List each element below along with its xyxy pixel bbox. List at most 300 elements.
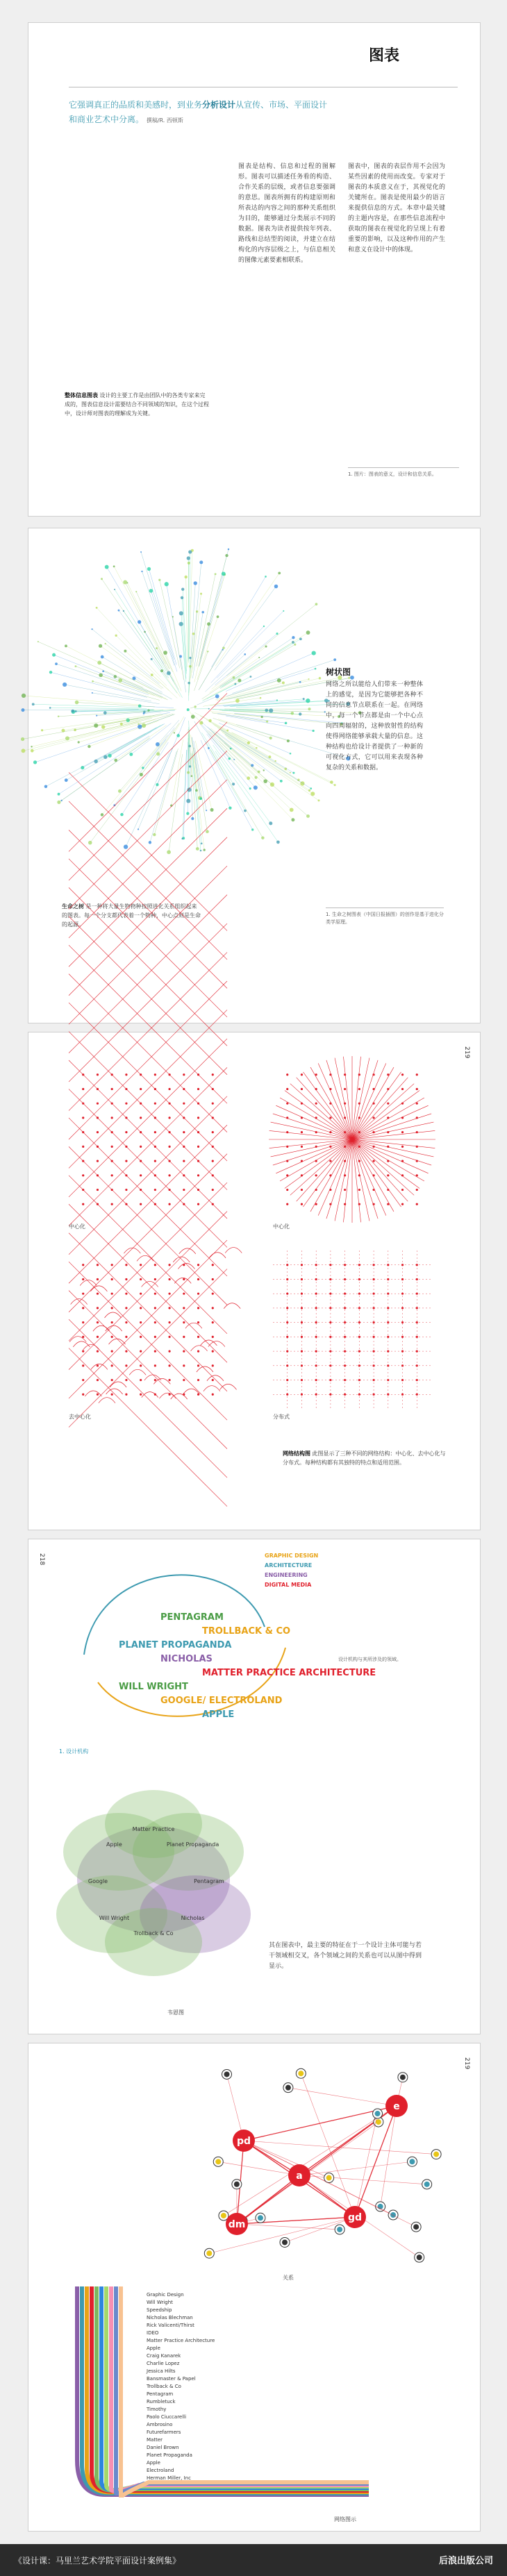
network-edge [154, 748, 178, 835]
grid-node [125, 1321, 127, 1323]
network-node [190, 775, 192, 777]
network-node [114, 759, 117, 762]
diagram-caption-4: 分布式 [273, 1414, 290, 1420]
grid-node [82, 1116, 84, 1119]
network-node [188, 745, 191, 748]
link [276, 1139, 352, 1173]
network-edge [223, 699, 304, 706]
link [71, 1299, 88, 1305]
network-node [265, 645, 267, 647]
grid-node [97, 1293, 99, 1295]
network-node [299, 637, 302, 640]
grid-node [183, 1278, 185, 1280]
link [276, 1105, 352, 1139]
network-node [278, 572, 281, 575]
network-node [191, 817, 194, 820]
network-edge [226, 669, 315, 696]
grid-node [154, 1103, 156, 1105]
section-heading: 树状图 [326, 667, 351, 677]
grid-node [168, 1264, 170, 1266]
network-node [58, 793, 60, 796]
network-node [206, 810, 207, 811]
network-node [187, 787, 191, 792]
node-core [376, 2119, 381, 2125]
grid-node [301, 1088, 303, 1090]
network-node [250, 676, 252, 678]
grid-node [111, 1336, 113, 1338]
link [297, 1139, 352, 1201]
node-core [206, 2250, 212, 2256]
network-node [194, 705, 197, 708]
cloud-word: PLANET PROPAGANDA [119, 1640, 232, 1650]
figure-caption-1: 1. 设计机构 [59, 1748, 89, 1755]
caption-title: 整体信息图表 [65, 392, 98, 399]
network-edge [189, 658, 190, 693]
grid-node [197, 1116, 199, 1119]
grid-node [344, 1073, 346, 1076]
network-node [244, 653, 246, 655]
edge [218, 2161, 299, 2175]
grid-node [140, 1088, 142, 1090]
network-edge [224, 633, 308, 685]
link [273, 1114, 352, 1139]
grid-node [97, 1189, 99, 1191]
grid-node [416, 1131, 418, 1133]
grid-node [168, 1174, 170, 1176]
network-node [99, 674, 103, 678]
grid-node [183, 1189, 185, 1191]
grid-node [401, 1146, 404, 1148]
link [69, 1096, 227, 1255]
cloud-word: GOOGLE/ ELECTROLAND [160, 1696, 283, 1706]
node-core [400, 2075, 406, 2080]
grid-node [197, 1146, 199, 1148]
grid-node [154, 1336, 156, 1338]
venn-label: Pentagram [194, 1878, 224, 1884]
network-edge [233, 711, 339, 716]
network-node [123, 610, 124, 612]
network-node [189, 657, 191, 659]
network-node [282, 681, 285, 684]
cloud-word: APPLE [202, 1709, 235, 1720]
network-edge [131, 724, 172, 755]
hub-label: dm [228, 2219, 246, 2230]
link [224, 1303, 240, 1309]
grid-node [416, 1189, 418, 1191]
network-node [232, 783, 235, 785]
network-node [315, 668, 317, 670]
grid-node [82, 1336, 84, 1338]
network-node [33, 760, 37, 764]
name-label: Paolo Ciuccarelli [147, 2414, 187, 2420]
link [273, 1139, 352, 1165]
network-node [142, 767, 144, 769]
name-label: Matter Practice Architecture [147, 2338, 215, 2343]
grid-node [372, 1160, 374, 1162]
network-node [292, 772, 294, 774]
network-edge [114, 567, 166, 664]
grid-node [97, 1379, 99, 1381]
grid-node [97, 1264, 99, 1266]
network-node [222, 571, 226, 576]
name-label: Rumbletuck [147, 2399, 176, 2404]
network-edge [199, 574, 224, 666]
body-column-right: 图表中，图表的表层作用不会因为某些因素的使用而改变。专家对于图表的本质意义在于，其视觉化的关键所在。图表是使用最少的语言来提供信息的方式。本章中最关键的主题内容是，在那些信息流程中获取的图表在视觉化的呈现上有着重要的影响，以及这种作用的产生和意义在设计中的体现。 [348, 163, 445, 253]
network-node [124, 650, 126, 653]
grid-node [125, 1307, 127, 1309]
footnote: 1. 图片：图表的意义，设计和信息关系。 [348, 467, 459, 478]
grid-node [168, 1146, 170, 1148]
network-node [310, 787, 312, 789]
grid-node [197, 1088, 199, 1090]
page-spread-5 [28, 2043, 481, 2532]
network-node [118, 678, 122, 683]
name-label: Ambrosino [147, 2422, 173, 2427]
network-node [187, 556, 190, 560]
grid-node [212, 1264, 214, 1266]
link [352, 1060, 378, 1139]
network-edge [197, 574, 215, 667]
network-node [149, 841, 151, 844]
grid-node [97, 1394, 99, 1396]
grid-node [125, 1160, 127, 1162]
cloud-word: NICHOLAS [160, 1654, 213, 1664]
network-node [215, 694, 219, 699]
grid-node [97, 1131, 99, 1133]
grid-node [125, 1103, 127, 1105]
network-node [276, 699, 278, 701]
network-node [179, 611, 183, 615]
node-core [224, 2071, 230, 2077]
link [326, 1060, 352, 1139]
edge [237, 2217, 355, 2224]
network-edge [215, 751, 279, 842]
grid-node [183, 1321, 185, 1323]
link [69, 1032, 227, 1190]
venn-label: Will Wright [99, 1915, 130, 1922]
diagram-caption-2: 中心化 [273, 1223, 290, 1230]
network-node [299, 681, 301, 683]
network-node [287, 739, 290, 742]
grid-node [344, 1203, 346, 1205]
grid-node [140, 1278, 142, 1280]
grid-node [286, 1189, 288, 1191]
network-node [265, 576, 267, 578]
edge [244, 2141, 436, 2155]
grid-node [82, 1146, 84, 1148]
grid-node [154, 1321, 156, 1323]
edge [224, 2106, 397, 2216]
network-node [238, 678, 241, 682]
grid-node [197, 1278, 199, 1280]
grid-node [168, 1364, 170, 1366]
network-edge [173, 617, 184, 680]
network-node [317, 799, 319, 801]
grid-node [387, 1174, 389, 1176]
network-node [115, 635, 117, 637]
network-node [114, 589, 115, 590]
network-edge [210, 750, 263, 838]
network-node [269, 737, 272, 739]
network-node [277, 678, 281, 683]
link [110, 1382, 126, 1387]
flow-band [101, 2286, 369, 2490]
name-label: Daniel Brown [147, 2445, 179, 2450]
network-node [265, 709, 268, 712]
network-node [235, 699, 240, 703]
network-edge [106, 644, 164, 688]
grid-node [344, 1189, 346, 1191]
link [93, 1325, 110, 1331]
network-node [151, 658, 153, 660]
cloud-word: TROLLBACK & CO [202, 1626, 291, 1637]
network-node [200, 593, 202, 595]
link [183, 1389, 199, 1394]
network-node [44, 785, 48, 788]
network-edge [197, 696, 217, 705]
link [290, 1084, 352, 1139]
edge [244, 2141, 329, 2178]
network-edge [89, 721, 158, 746]
node-core [234, 2182, 240, 2187]
figure-caption-2: 韦恩图 [167, 2009, 184, 2016]
link [290, 1139, 352, 1195]
grid-node [168, 1336, 170, 1338]
name-label: IDEO [147, 2330, 159, 2336]
grid-node [111, 1264, 113, 1266]
venn-diagram [49, 1768, 258, 2005]
grid-node [125, 1336, 127, 1338]
link [203, 1386, 220, 1391]
grid-node [154, 1350, 156, 1352]
grid-node [154, 1264, 156, 1266]
network-node [113, 565, 115, 567]
name-label: Apple [147, 2460, 160, 2466]
grid-node [401, 1189, 404, 1191]
network-edge [151, 591, 177, 671]
link [99, 1398, 115, 1403]
network-edge [182, 598, 186, 674]
network-node [263, 769, 265, 771]
network-node [201, 611, 204, 614]
link [129, 1369, 146, 1375]
network-node [94, 760, 97, 763]
network-edge [32, 721, 142, 746]
flow-band [97, 2286, 369, 2491]
grid-node [111, 1379, 113, 1381]
link [73, 1341, 90, 1347]
link [207, 1375, 224, 1381]
node-core [337, 2227, 342, 2232]
name-label: Nicholas Blechman [147, 2315, 193, 2320]
grid-node [140, 1364, 142, 1366]
network-node [184, 576, 187, 578]
grid-node [183, 1350, 185, 1352]
network-node [138, 620, 141, 624]
network-edge [160, 580, 180, 668]
network-node [88, 745, 90, 748]
venn-label: Google [88, 1878, 108, 1884]
figure-caption [62, 902, 201, 929]
network-node [22, 748, 26, 753]
grid-node [154, 1073, 156, 1076]
grid-node [125, 1379, 127, 1381]
name-label: Apple [147, 2345, 160, 2351]
network-node [140, 551, 142, 553]
grid-node [140, 1336, 142, 1338]
network-node [313, 730, 315, 732]
link [106, 1389, 123, 1394]
network-edge [106, 724, 163, 757]
network-node [186, 812, 189, 814]
grid-node [197, 1350, 199, 1352]
grid-node [212, 1189, 214, 1191]
grid-node [301, 1189, 303, 1191]
network-edge [203, 680, 240, 700]
network-node [135, 591, 137, 592]
grid-node [82, 1293, 84, 1295]
network-node [63, 683, 67, 687]
network-node [188, 682, 190, 685]
network-edge [66, 731, 151, 780]
network-edge [59, 736, 150, 794]
network-edge [227, 738, 319, 801]
grid-node [140, 1264, 142, 1266]
network-node [258, 657, 260, 658]
network-node [306, 699, 310, 703]
hub-label: a [296, 2171, 303, 2182]
link [69, 1003, 227, 1161]
grid-node [212, 1278, 214, 1280]
network-node [138, 828, 139, 830]
network-node [263, 626, 265, 627]
network-edge [206, 741, 245, 810]
name-label: Craig Kanarek [147, 2353, 181, 2359]
grid-node [140, 1174, 142, 1176]
network-edge [93, 681, 160, 700]
grid-node [125, 1278, 127, 1280]
node-core [326, 2175, 332, 2181]
network-node [172, 616, 174, 617]
network-node [261, 716, 263, 718]
grid-node [197, 1203, 199, 1205]
link [318, 1139, 352, 1216]
network-node [92, 680, 94, 683]
grid-node [111, 1321, 113, 1323]
link [297, 1078, 352, 1139]
grid-node [125, 1131, 127, 1133]
grid-node [212, 1307, 214, 1309]
grid-node [197, 1321, 199, 1323]
name-label: Graphic Design [147, 2292, 184, 2298]
grid-node [140, 1394, 142, 1396]
network-node [32, 703, 35, 705]
grid-node [301, 1073, 303, 1076]
venn-label: Apple [106, 1841, 122, 1848]
link [69, 1067, 227, 1226]
grid-node [197, 1174, 199, 1176]
network-node [22, 694, 26, 698]
grid-node [97, 1336, 99, 1338]
link [352, 1139, 408, 1201]
grid-node [344, 1088, 346, 1090]
network-node [123, 580, 127, 584]
venn-label: Planet Propaganda [166, 1841, 219, 1848]
grid-node [125, 1189, 127, 1191]
network-node [217, 615, 219, 618]
grid-node [154, 1278, 156, 1280]
network-node [230, 748, 232, 750]
grid-node [154, 1307, 156, 1309]
network-edge [215, 573, 279, 666]
grid-node [197, 1307, 199, 1309]
grid-node [286, 1131, 288, 1133]
link [85, 1391, 101, 1396]
grid-node [97, 1350, 99, 1352]
network-node [118, 610, 120, 612]
network-node [195, 789, 198, 792]
grid-node [387, 1103, 389, 1105]
network-node [215, 573, 217, 575]
link [80, 1280, 97, 1286]
publisher-logo: 后浪出版公司 [438, 2556, 493, 2566]
footnote: 1. 生命之树图表（中国日报插图）的创作是基于进化分类学原理。 [326, 908, 444, 926]
lead-text-a: 它强调真正的品质和美感时，到业务 [69, 100, 203, 110]
grid-node [97, 1103, 99, 1105]
link [326, 1139, 352, 1219]
node-core [375, 2111, 381, 2116]
network-edge [206, 654, 245, 692]
grid-node [82, 1321, 84, 1323]
link [109, 1339, 126, 1344]
figure-caption-2: 关系 [283, 2275, 294, 2281]
network-edge [141, 552, 174, 660]
network-node [129, 753, 133, 756]
grid-node [183, 1073, 185, 1076]
network-node [181, 588, 184, 591]
network-node [285, 722, 288, 725]
network-node [290, 772, 291, 773]
network-node [57, 801, 60, 804]
network-edge [220, 729, 294, 773]
network-node [58, 715, 60, 717]
grid-node [358, 1073, 360, 1076]
grid-node [401, 1088, 404, 1090]
grid-node [154, 1131, 156, 1133]
body-column-left: 图表是结构、信息和过程的图解形。图表可以描述任务看的构造、合作关系的层级，或者信息要强调的意思。图表所拥有的构建原则和所表达的内容之间的那种关系组织为目的，能够通过分类展示不同的数据。图表为读者提供按年列表、路线和总结型的阅读，并建立在结构化的内容层级之上，与信息相关的图像元素要素相联系。 [238, 163, 335, 264]
name-label: Will Wright [147, 2300, 173, 2305]
link [69, 1060, 227, 1219]
grid-node [358, 1189, 360, 1191]
lead-text-c: 从宣传、市场、平面设计和商业艺术中分离。 [69, 100, 328, 124]
network-node [269, 708, 273, 712]
grid-node [168, 1350, 170, 1352]
grid-node [329, 1160, 331, 1162]
link [225, 1248, 242, 1253]
network-edge [217, 728, 285, 769]
link [69, 1010, 227, 1168]
network-edge [120, 680, 167, 700]
link [179, 1248, 196, 1254]
grid-node [168, 1203, 170, 1205]
network-edge [219, 710, 292, 713]
name-label: Bansmaster & Papel [147, 2376, 196, 2382]
grid-node [212, 1293, 214, 1295]
network-node [258, 771, 260, 773]
link [69, 1089, 227, 1247]
network-node [187, 771, 190, 774]
page-number: 218 [38, 1553, 45, 1566]
